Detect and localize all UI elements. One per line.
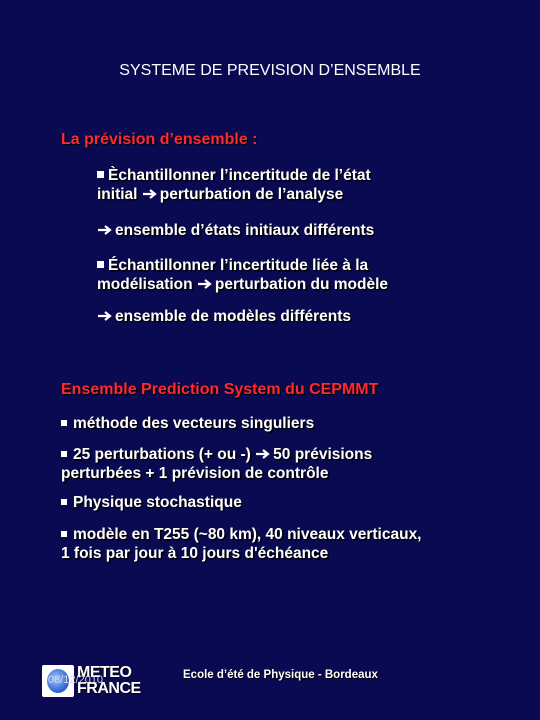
bullet-model-config — [61, 525, 422, 563]
section-heading-prevision: La prévision d’ensemble : — [61, 131, 258, 148]
bullet-perturbations-line2: perturbées + 1 prévision de contrôle — [61, 465, 329, 482]
square-bullet-icon — [61, 531, 67, 537]
footer-event: Ecole d’été de Physique - Bordeaux — [183, 669, 378, 681]
result-initial-text: ensemble d’états initiaux différents — [115, 222, 375, 239]
bullet-initial-result: perturbation de l’analyse — [159, 186, 344, 203]
bullet-model-uncertainty — [97, 256, 388, 294]
logo-word-france: FRANCE — [77, 680, 141, 697]
result-models-text: ensemble de modèles différents — [115, 308, 352, 325]
bullet-stochastic-physics — [61, 493, 242, 512]
bullet-initial-line2: initial — [97, 186, 138, 203]
footer-date: 08/12/2010 — [48, 674, 104, 686]
bullet-initial-uncertainty — [97, 166, 371, 204]
bullet-stochastic-text: Physique stochastique — [73, 494, 242, 511]
square-bullet-icon — [61, 451, 67, 457]
result-models — [97, 307, 351, 326]
logo-word-meteo: METEO — [77, 664, 132, 681]
result-initial-states — [97, 221, 374, 240]
arrow-right-icon — [197, 278, 213, 290]
arrow-right-icon — [142, 188, 158, 200]
square-bullet-icon — [97, 261, 104, 268]
bullet-model-result: perturbation du modèle — [214, 276, 389, 293]
arrow-right-icon — [97, 224, 113, 236]
square-bullet-icon — [61, 420, 67, 426]
bullet-model-line1: Échantillonner l’incertitude liée à la — [108, 257, 369, 274]
arrow-right-icon — [255, 448, 271, 460]
section-heading-eps: Ensemble Prediction System du CEPMMT — [61, 381, 379, 398]
bullet-model-config-line1: modèle en T255 (~80 km), 40 niveaux verticaux, — [73, 526, 422, 543]
bullet-model-line2: modélisation — [97, 276, 193, 293]
arrow-right-icon — [97, 310, 113, 322]
square-bullet-icon — [61, 499, 67, 505]
bullet-singular-vectors — [61, 414, 314, 433]
bullet-initial-line1: Èchantillonner l’incertitude de l’état — [108, 167, 371, 184]
square-bullet-icon — [97, 171, 104, 178]
slide-title: SYSTEME DE PREVISION D’ENSEMBLE — [119, 62, 421, 79]
bullet-perturbations-b: 50 prévisions — [273, 446, 373, 463]
bullet-perturbations — [61, 445, 372, 483]
bullet-model-config-line2: 1 fois par jour à 10 jours d'échéance — [61, 545, 329, 562]
bullet-singular-text: méthode des vecteurs singuliers — [73, 415, 315, 432]
bullet-perturbations-a: 25 perturbations (+ ou -) — [73, 446, 251, 463]
